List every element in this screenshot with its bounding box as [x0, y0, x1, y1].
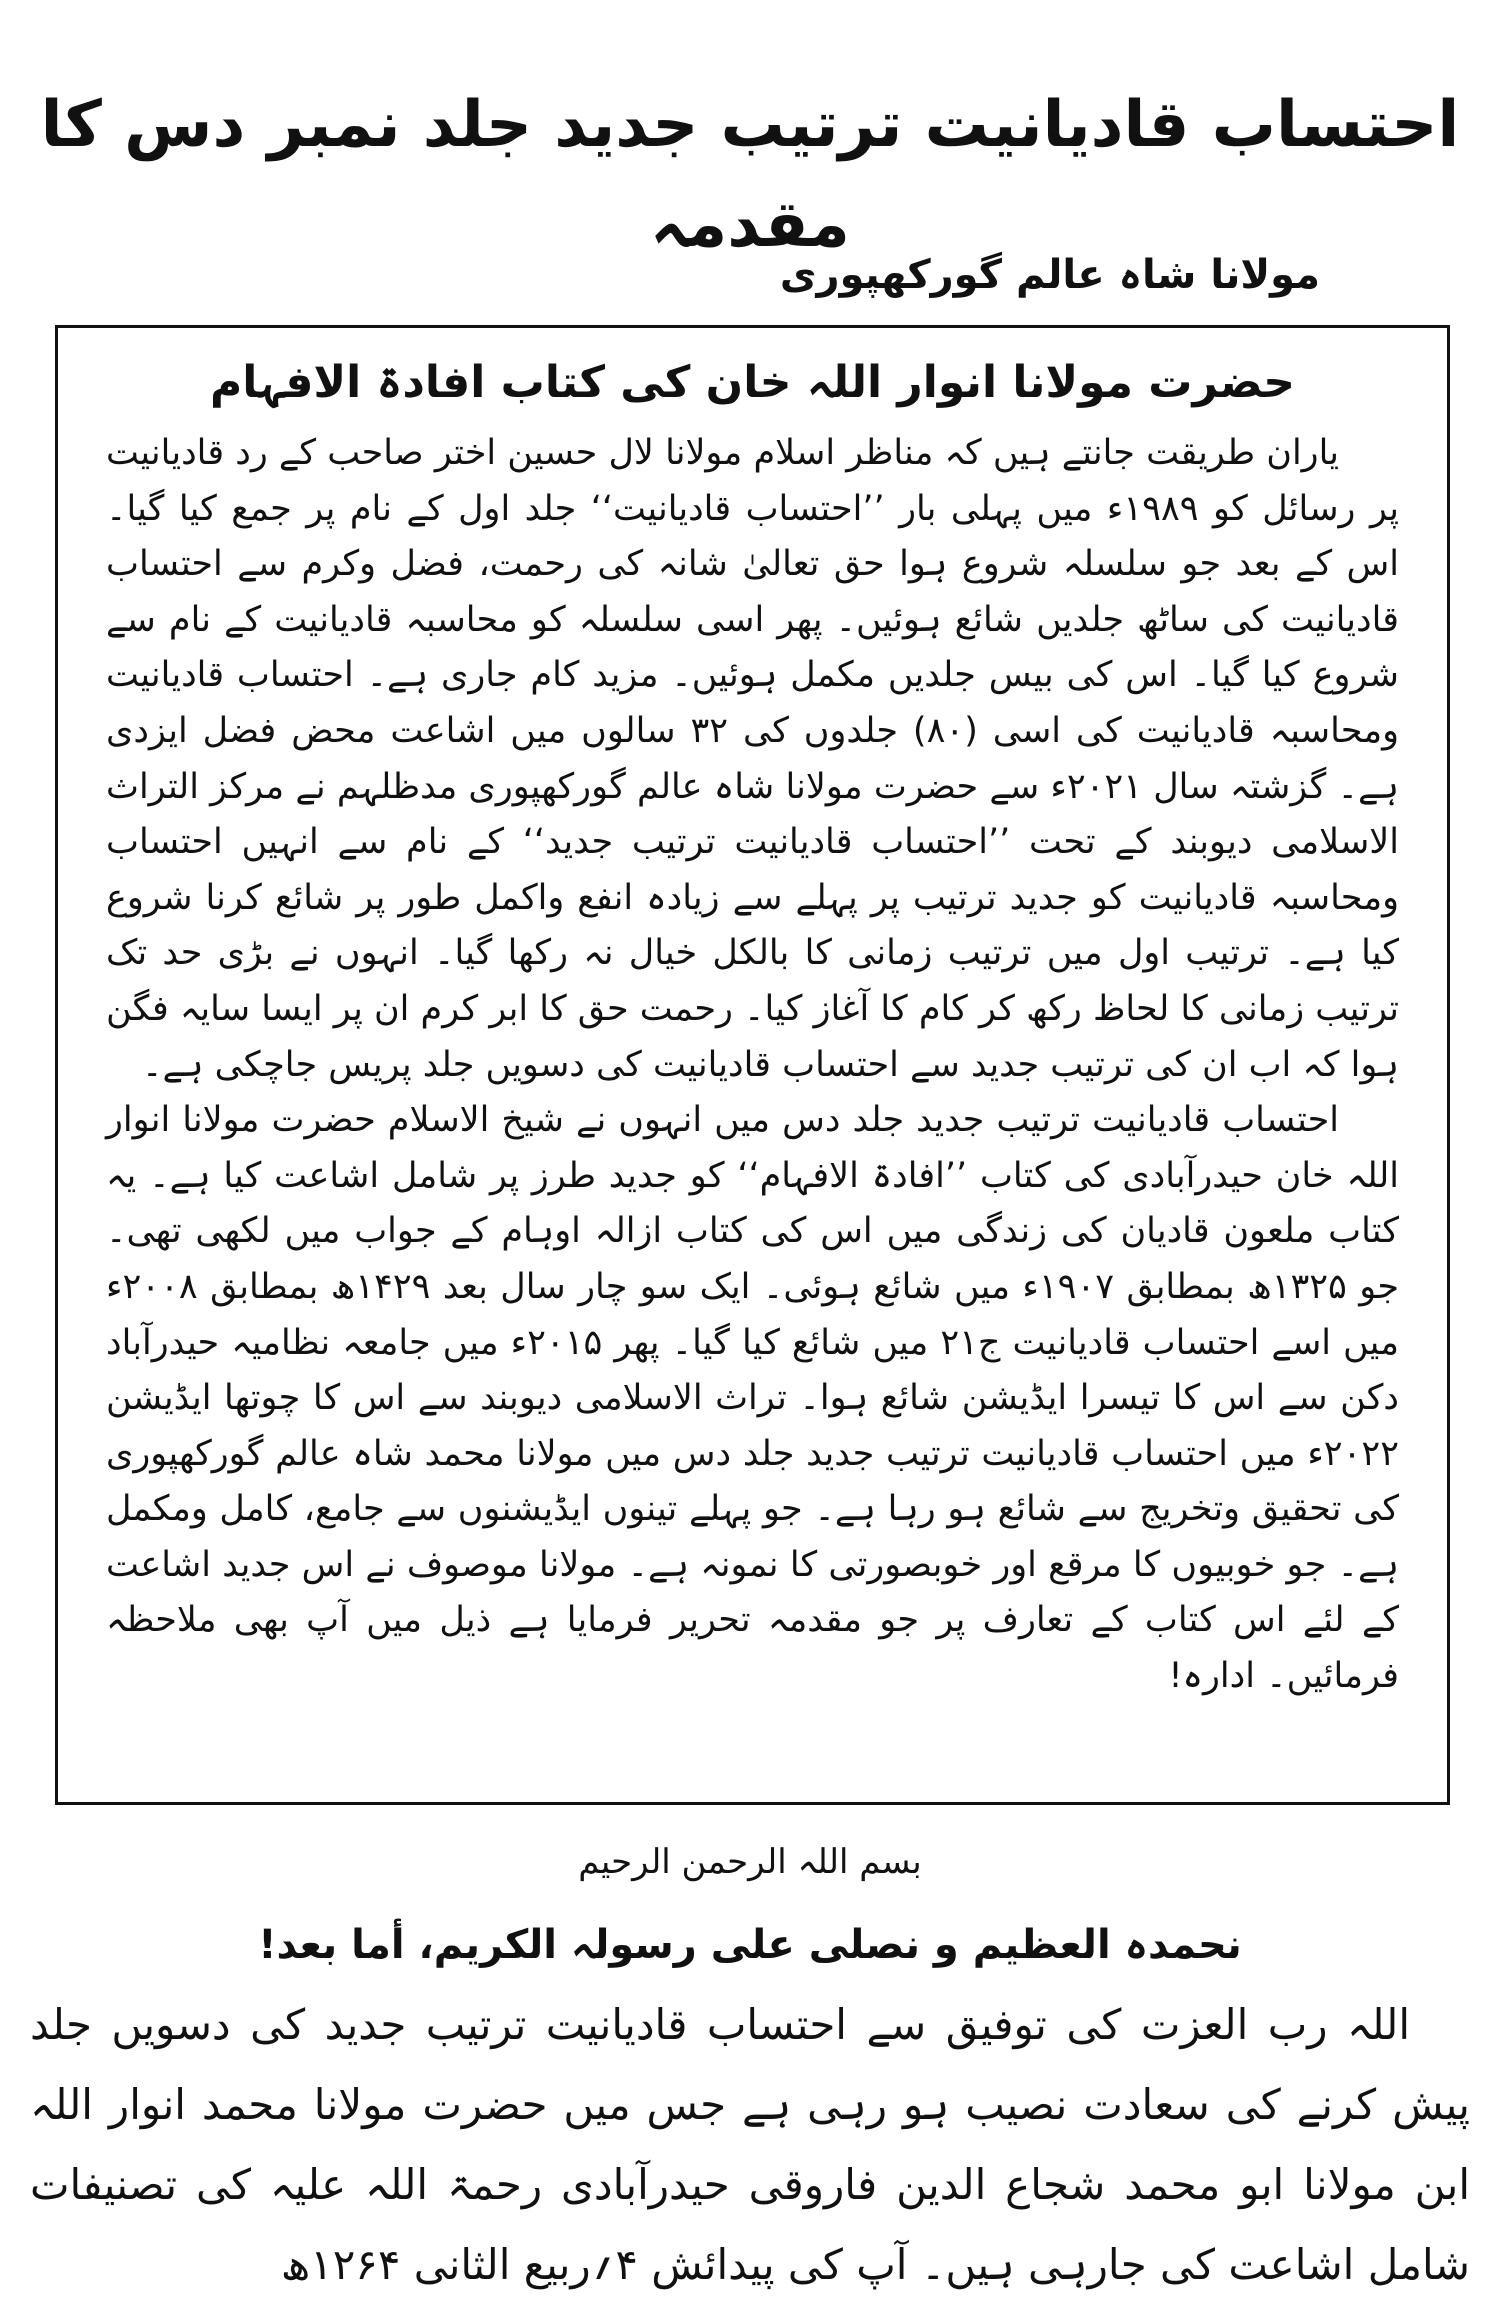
intro-box: [55, 325, 1450, 1805]
body-paragraph: اللہ رب العزت کی توفیق سے احتساب قادیانیت ترتیب جدید کی دسویں جلد پیش کرنے کی سعادت نصیب ہو رہی ہے جس میں حضرت مولانا محمد انوار اللہ ابن مولانا ابو محمد شجاع الدین فاروقی حیدرآبادی رحمۃ اللہ علیہ کی تصنیفات شامل اشاعت کی جارہی ہیں۔ آپ کی پیدائش ۴؍ربیع الثانی ۱۲۶۴ھ: [30, 2000, 1470, 2289]
author-name: مولانا شاہ عالم گورکھپوری: [779, 252, 1320, 298]
intro-paragraph: احتساب قادیانیت ترتیب جدید جلد دس میں انہوں نے شیخ الاسلام حضرت مولانا انوار اللہ خان حیدرآبادی کی کتاب ’’افادۃ الافہام‘‘ کو جدید طرز پر شامل اشاعت کیا ہے۔ یہ کتاب ملعون قادیان کی زندگی میں اس کی کتاب ازالہ اوہام کے جواب میں لکھی تھی۔ جو ۱۳۲۵ھ بمطابق ۱۹۰۷ء میں شائع ہوئی۔ ایک سو چار سال بعد ۱۴۲۹ھ بمطابق ۲۰۰۸ء میں اسے احتساب قادیانیت ج۲۱ میں شائع کیا گیا۔ پھر ۲۰۱۵ء میں جامعہ نظامیہ حیدرآباد دکن سے اس کا تیسرا ایڈیشن شائع ہوا۔ تراث الاسلامی دیوبند سے اس کا چوتھا ایڈیشن ۲۰۲۲ء میں احتساب قادیانیت ترتیب جدید جلد دس میں مولانا محمد شاہ عالم گورکھپوری کی تحقیق وتخریج سے شائع ہو رہا ہے۔ جو پہلے تینوں ایڈیشنوں سے جامع، کامل ومکمل ہے۔ جو خوبیوں کا مرقع اور خوبصورتی کا نمونہ ہے۔ مولانا موصوف نے اس جدید اشاعت کے لئے اس کتاب کے تعارف پر جو مقدمہ تحریر فرمایا ہے ذیل میں آپ بھی ملاحظہ فرمائیں۔ ادارہ!: [106, 1100, 1399, 1697]
bismillah-calligraphy: بسم اللہ الرحمن الرحیم: [578, 1842, 922, 1882]
hamd-line: نحمدہ العظیم و نصلی علی رسولہ الکریم، أما بعد!: [258, 1922, 1242, 1968]
intro-paragraph: یاران طریقت جانتے ہیں کہ مناظر اسلام مولانا لال حسین اختر صاحب کے رد قادیانیت پر رسائل کو ۱۹۸۹ء میں پہلی بار ’’احتساب قادیانیت‘‘ جلد اول کے نام پر جمع کیا گیا۔ اس کے بعد جو سلسلہ شروع ہوا حق تعالیٰ شانہ کی رحمت، فضل وکرم سے احتساب قادیانیت کی ساٹھ جلدیں شائع ہوئیں۔ پھر اسی سلسلہ کو محاسبہ قادیانیت کے نام سے شروع کیا گیا۔ اس کی بیس جلدیں مکمل ہوئیں۔ مزید کام جاری ہے۔ احتساب قادیانیت ومحاسبہ قادیانیت کی اسی (۸۰) جلدوں کی ۳۲ سالوں میں اشاعت محض فضل ایزدی ہے۔ گزشتہ سال ۲۰۲۱ء سے حضرت مولانا شاہ عالم گورکھپوری مدظلہم نے مرکز التراث الاسلامی دیوبند کے تحت ’’احتساب قادیانیت ترتیب جدید‘‘ کے نام سے انہیں احتساب ومحاسبہ قادیانیت کو جدید ترتیب پر پہلے سے زیادہ انفع واکمل طور پر شائع کرنا شروع کیا ہے۔ ترتیب اول میں ترتیب زمانی کا بالکل خیال نہ رکھا گیا۔ انہوں نے بڑی حد تک ترتیب زمانی کا لحاظ رکھ کر کام کا آغاز کیا۔ رحمت حق کا ابر کرم ان پر ایسا سایہ فگن ہوا کہ اب ان کی ترتیب جدید سے احتساب قادیانیت کی دسویں جلد پریس جاچکی ہے۔: [106, 433, 1399, 1085]
intro-box-title: حضرت مولانا انوار اللہ خان کی کتاب افادۃ الافہام: [210, 357, 1295, 408]
page-title: احتساب قادیانیت ترتیب جدید جلد نمبر دس کا مقدمہ: [40, 88, 1460, 262]
